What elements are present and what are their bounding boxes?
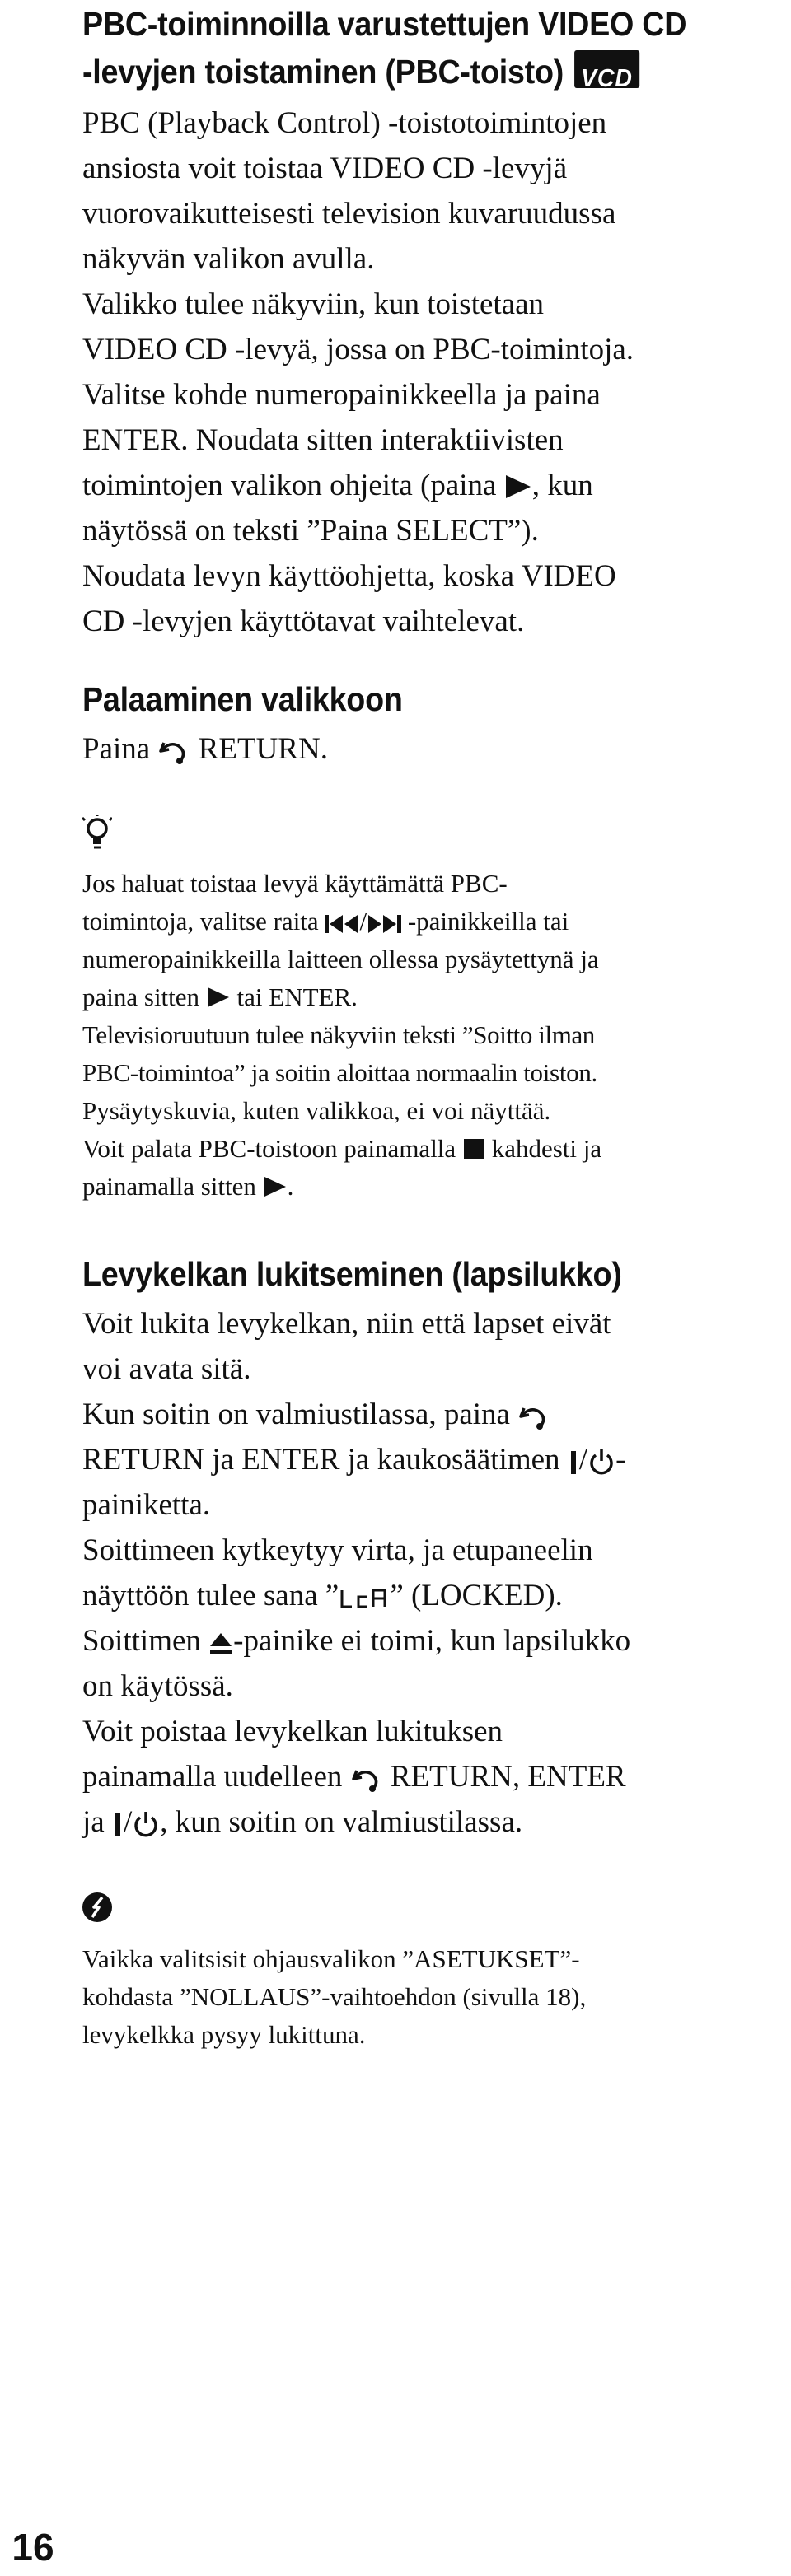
note-line: kohdasta ”NOLLAUS”-vaihtoehdon (sivulla 18), [82, 1982, 587, 2011]
tip-text: painamalla sitten [82, 1172, 256, 1201]
body-line: CD -levyjen käyttötavat vaihtelevat. [82, 604, 525, 638]
body-line: vuorovaikutteisesti television kuvaruudussa [82, 197, 616, 231]
play-icon [208, 987, 229, 1007]
body-line [82, 1573, 563, 1618]
body-line: näytössä on teksti ”Paina SELECT”). [82, 514, 539, 548]
body-text: / [123, 1805, 133, 1839]
eject-icon [208, 1631, 233, 1656]
heading-line: -levyjen toistaminen (PBC-toisto) [82, 53, 564, 91]
tip-line: numeropainikkeilla laitteen ollessa pysäytettynä ja [82, 945, 599, 973]
page-number [0, 2518, 66, 2576]
body-line: ansiosta voit toistaa VIDEO CD -levyjä [82, 152, 568, 185]
page-number-text: 16 [12, 2526, 54, 2569]
body-line: Voit poistaa levykelkan lukituksen [82, 1715, 503, 1748]
body-text: Soittimen [82, 1624, 201, 1658]
body-text: ” (LOCKED). [390, 1579, 563, 1612]
tip-line: Pysäytyskuvia, kuten valikkoa, ei voi näyttää. [82, 1096, 551, 1125]
body-line: näkyvän valikon avulla. [82, 242, 375, 276]
body-text: ja [82, 1805, 105, 1839]
lock-display-glyph [339, 1585, 390, 1612]
vcd-badge-icon: VCD [574, 50, 639, 88]
body-line [82, 1392, 550, 1437]
section-heading-pbc-line2 [82, 48, 639, 96]
body-text: - [615, 1443, 626, 1477]
standby-icon [587, 1449, 615, 1477]
return-icon [157, 738, 190, 766]
power-bar-icon [568, 1449, 579, 1476]
tip-text: . [287, 1172, 294, 1201]
standby-icon [132, 1811, 160, 1839]
body-text: painamalla uudelleen [82, 1760, 343, 1794]
section-heading-pbc [82, 0, 686, 48]
body-line [82, 1618, 630, 1664]
body-line: Soittimeen kytkeytyy virta, ja etupaneelin [82, 1533, 593, 1567]
tip-line [82, 978, 358, 1016]
tip-text: / [359, 907, 367, 936]
section-heading-child-lock: Levykelkan lukitseminen (lapsilukko) [82, 1255, 622, 1293]
body-text: / [578, 1443, 588, 1477]
return-icon [350, 1766, 383, 1794]
body-line [82, 463, 593, 508]
body-line: PBC (Playback Control) -toistotoimintojen [82, 106, 607, 140]
heading-line: PBC-toiminnoilla varustettujen VIDEO CD [82, 5, 687, 43]
body-line: ENTER. Noudata sitten interaktiivisten [82, 423, 564, 457]
next-icon [367, 913, 401, 935]
note-icon [82, 1891, 112, 1924]
body-line: Valikko tulee näkyviin, kun toistetaan [82, 287, 545, 321]
tip-line: Jos haluat toistaa levyä käyttämättä PBC- [82, 869, 508, 898]
body-text: RETURN. [198, 732, 328, 766]
tip-text: tai ENTER. [236, 982, 358, 1011]
stop-icon [464, 1139, 484, 1159]
tip-text: Voit palata PBC-toistoon painamalla [82, 1134, 456, 1163]
power-bar-icon [112, 1812, 124, 1838]
previous-icon [325, 913, 359, 935]
tip-line: PBC-toimintoa” ja soitin aloittaa normaalin toiston. [82, 1058, 597, 1087]
return-icon [517, 1403, 550, 1431]
lightbulb-icon [82, 815, 112, 852]
body-text: RETURN, ENTER [390, 1760, 626, 1794]
body-line: voi avata sitä. [82, 1352, 251, 1386]
tip-line [82, 903, 569, 940]
body-line: on käytössä. [82, 1669, 233, 1703]
body-line [82, 1437, 625, 1482]
body-text: toimintojen valikon ohjeita (paina [82, 469, 497, 502]
body-text: , kun soitin on valmiustilassa. [160, 1805, 523, 1839]
body-line [82, 726, 328, 772]
body-line [82, 1799, 522, 1845]
body-text: Paina [82, 732, 151, 766]
body-line: VIDEO CD -levyä, jossa on PBC-toimintoja. [82, 333, 634, 366]
body-text: Kun soitin on valmiustilassa, paina [82, 1398, 510, 1431]
section-heading-return: Palaaminen valikkoon [82, 680, 403, 718]
body-line: Voit lukita levykelkan, niin että lapset eivät [82, 1307, 611, 1341]
play-icon [264, 1177, 286, 1197]
note-line: Vaikka valitsisit ohjausvalikon ”ASETUKSET”- [82, 1944, 580, 1973]
note-line: levykelkka pysyy lukittuna. [82, 2020, 366, 2049]
tip-line [82, 1168, 293, 1206]
body-line: Noudata levyn käyttöohjetta, koska VIDEO [82, 559, 616, 593]
body-text: -painike ei toimi, kun lapsilukko [233, 1624, 631, 1658]
body-text: RETURN ja ENTER ja kaukosäätimen [82, 1443, 560, 1477]
tip-line: Televisioruutuun tulee näkyviin teksti ”Soitto ilman [82, 1020, 595, 1049]
tip-text: toimintoja, valitse raita [82, 907, 319, 936]
tip-text: kahdesti ja [491, 1134, 602, 1163]
tip-text: paina sitten [82, 982, 200, 1011]
play-icon [506, 475, 531, 498]
tip-text: -painikkeilla tai [407, 907, 569, 936]
body-text: näyttöön tulee sana ” [82, 1579, 339, 1612]
body-line [82, 1754, 626, 1799]
tip-line [82, 1130, 601, 1168]
body-text: , kun [531, 469, 593, 502]
body-line: Valitse kohde numeropainikkeella ja paina [82, 378, 601, 412]
body-line: painiketta. [82, 1488, 211, 1522]
